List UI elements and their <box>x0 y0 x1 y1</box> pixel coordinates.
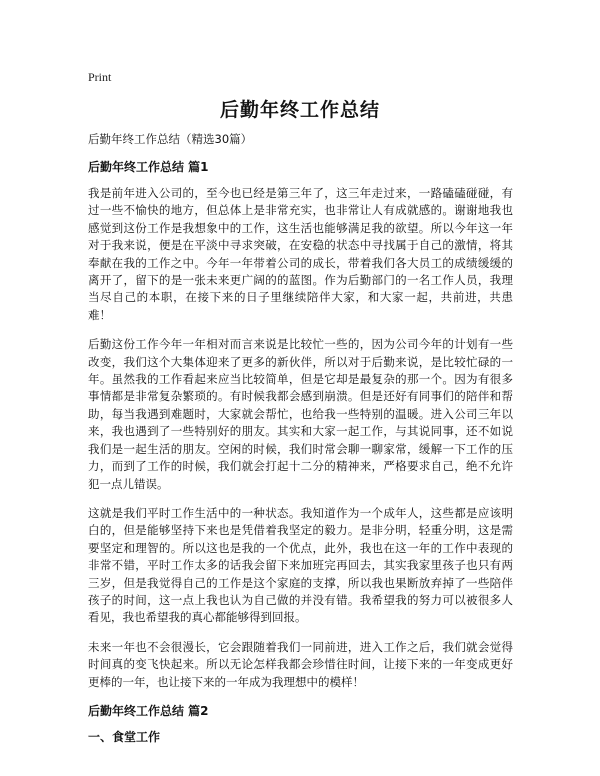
paragraph-1: 我是前年进入公司的，至今也已经是第三年了，这三年走过来，一路磕磕碰碰，有过一些不愉快的地方，但总体上是非常充实，也非常让人有成就感的。谢谢地我也感觉到这份工作是我想象中的工作，这生活也能够满足我的欲望。所以今年这一年对于我来说，便是在平淡中寻求突破，在安稳的状态中寻找属于自己的激情，将其奉献在我的工作之中。今年一年带着公司的成长，带着我们各大员工的成绩缓缓的离开了，留下的是一张未来更广阔的的蓝图。作为后勤部门的一名工作人员，我理当尽自己的本职，在接下来的日子里继续陪伴大家，和大家一起，共前进，共患难！ <box>88 186 513 322</box>
section-heading-1: 后勤年终工作总结 篇1 <box>88 160 209 174</box>
page-title: 后勤年终工作总结 <box>219 99 380 121</box>
paragraph-4: 未来一年也不会很漫长，它会跟随着我们一同前进，进入工作之后，我们就会觉得时间真的变飞快起来。所以无论怎样我都会珍惜往时间，让接下来的一年变成更好更棒的一年，也让接下来的一年成为我理想中的模样！ <box>88 639 513 689</box>
document-body <box>88 131 513 755</box>
section-heading-2: 后勤年终工作总结 篇2 <box>88 703 209 718</box>
print-link[interactable]: Print <box>88 70 112 84</box>
subsection-heading: 一、食堂工作 <box>88 729 161 744</box>
document-subtitle: 后勤年终工作总结（精选30篇） <box>88 132 253 146</box>
paragraph-2: 后勤这份工作今年一年相对而言来说是比较忙一些的，因为公司今年的计划有一些改变，我们这个大集体迎来了更多的新伙伴，所以对于后勤来说，是比较忙碌的一年。虽然我的工作看起来应当比较简单，但是它却是最复杂的那一个。因为有很多事情都是非常复杂繁琐的。有时候我都会感到崩溃。但是还好有同事们的陪伴和帮助，每当我遇到难题时，大家就会帮忙，也给我一些特别的温暖。进入公司三年以来，我也遇到了一些特别好的朋友。其实和大家一起工作，与其说同事，还不如说我们是一起生活的朋友。空闲的时候，我们时常会聊一聊家常，缓解一下工作的压力，而到了工作的时候，我们就会打起十二分的精神来，严格要求自己，绝不允许犯一点儿错误。 <box>88 337 513 491</box>
paragraph-3: 这就是我们平时工作生活中的一种状态。我知道作为一个成年人，这些都是应该明白的，但是能够坚持下来也是凭借着我坚定的毅力。是非分明，轻重分明，这是需要坚定和理智的。所以这也是我的一个优点，此外，我也在这一年的工作中表现的非常不错，平时工作太多的话我会留下来加班完再回去，其实我家里孩子也只有两三岁，但是我觉得自己的工作是这个家庭的支撑，所以我也果断放弃掉了一些陪伴孩子的时间，这一点上我也认为自己做的并没有错。我希望我的努力可以被很多人看见，我也希望我的真心都能够得到回报。 <box>88 505 513 625</box>
